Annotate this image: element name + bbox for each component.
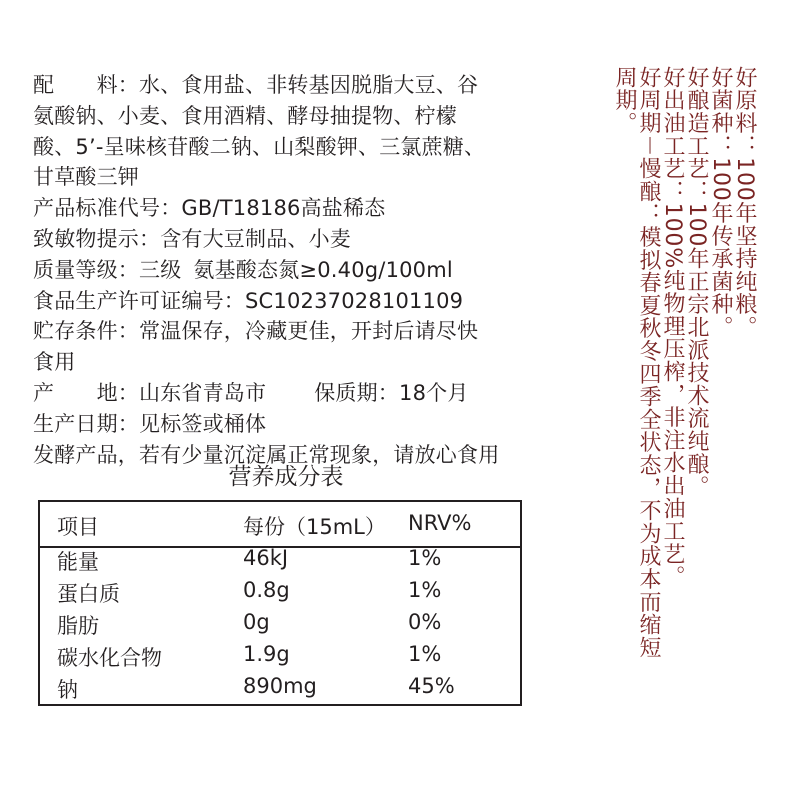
nutrition-header-row (40, 502, 520, 548)
origin-label: 产 地： (33, 380, 139, 405)
ingredients-label: 配 料： (33, 73, 139, 97)
claim-brewing: 好酿造工艺：100年正宗北派技术流纯酿。 (684, 66, 709, 498)
allergen-label: 致敏物提示： (33, 226, 161, 251)
claim-raw-material: 好原料：100年坚持纯粮。 (732, 66, 757, 339)
storage-line-2: 食用 (33, 350, 76, 375)
nutrient-nrv: 45% (408, 674, 455, 698)
table-row (40, 642, 520, 674)
claim-strain: 好菌种：100年传承菌种。 (708, 66, 733, 339)
standard-label: 产品标准代号： (33, 196, 182, 221)
claim-slow-brew: 好周期－慢酿：模拟春夏秋冬四季全状态，不为成本而缩短周期。 (612, 66, 661, 659)
nutrition-title: 营养成分表 (228, 464, 344, 490)
header-per-serving: 每份（15mL） (243, 515, 386, 539)
nutrient-name: 碳水化合物 (57, 646, 162, 670)
license-value: SC10237028101109 (245, 288, 464, 313)
table-row (40, 578, 520, 610)
production-date-value: 见标签或桶体 (139, 411, 267, 436)
product-info (33, 70, 533, 470)
nutrient-name: 脂肪 (57, 614, 99, 638)
license-row (33, 286, 533, 317)
claim-pressing: 好出油工艺：100%纯物理压榨，非注水出油工艺。 (660, 66, 685, 589)
nutrient-amount: 0g (243, 610, 270, 634)
production-date-label: 生产日期： (33, 411, 139, 436)
ingredients-line-4: 甘草酸三钾 (33, 165, 139, 190)
ingredients-line-2: 氨酸钠、小麦、食用酒精、酵母抽提物、柠檬 (33, 103, 457, 128)
grade-label: 质量等级： (33, 257, 139, 282)
nutrient-name: 钠 (57, 678, 78, 702)
shelf-life-label: 保质期： (314, 380, 400, 405)
license-label: 食品生产许可证编号： (33, 288, 245, 313)
header-nrv: NRV% (408, 511, 472, 535)
nutrient-amount: 890mg (243, 674, 317, 698)
nutrient-amount: 0.8g (243, 578, 290, 602)
quality-claims (612, 66, 756, 666)
origin-value: 山东省青岛市 (139, 380, 267, 405)
storage-label: 贮存条件： (33, 319, 139, 344)
nutrient-nrv: 1% (408, 546, 442, 570)
nutrient-name: 能量 (57, 550, 99, 574)
standard-value: GB/T18186高盐稀态 (181, 196, 386, 221)
table-row (40, 674, 520, 706)
fermentation-notice: 发酵产品，若有少量沉淀属正常现象，请放心食用 (33, 442, 500, 467)
nutrient-amount: 1.9g (243, 642, 290, 666)
nutrient-nrv: 1% (408, 642, 442, 666)
nutrient-name: 蛋白质 (57, 582, 120, 606)
nitrogen-value: 氨基酸态氮≥0.40g/100ml (193, 257, 453, 282)
table-row (40, 610, 520, 642)
nutrient-nrv: 0% (408, 610, 442, 634)
nutrient-nrv: 1% (408, 578, 442, 602)
table-row (40, 546, 520, 578)
production-date-row (33, 409, 533, 440)
origin-row (33, 378, 533, 409)
grade-value: 三级 (139, 257, 182, 282)
header-item: 项目 (57, 515, 99, 539)
nutrition-table (38, 500, 522, 706)
allergen-value: 含有大豆制品、小麦 (160, 226, 352, 251)
ingredients-row (33, 70, 533, 101)
allergen-row (33, 224, 533, 255)
ingredients-line-1: 水、食用盐、非转基因脱脂大豆、谷 (139, 73, 479, 97)
storage-value: 常温保存，冷藏更佳，开封后请尽快 (139, 319, 479, 344)
grade-row (33, 255, 533, 286)
ingredients-line-3: 酸、5’-呈味核苷酸二钠、山梨酸钾、三氯蔗糖、 (33, 134, 486, 159)
storage-row (33, 316, 533, 347)
nutrient-amount: 46kJ (243, 546, 289, 570)
shelf-life-value: 18个月 (399, 380, 469, 405)
standard-row (33, 193, 533, 224)
